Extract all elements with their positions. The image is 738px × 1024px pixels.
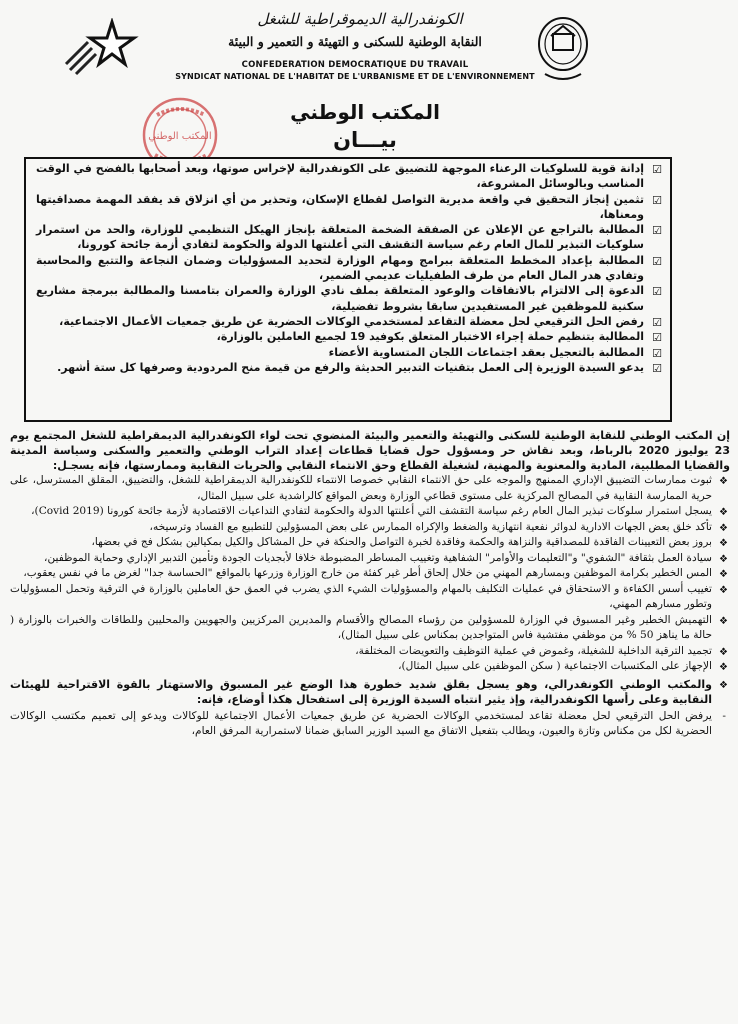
diamond-bullet-icon: ❖ bbox=[719, 662, 728, 673]
observation-item: ❖ تجميد الترقية الداخلية للشغيلة، وغموض في عملية التوظيف والتعويضات المختلفة، bbox=[10, 644, 730, 660]
box-item: ☑ رفض الحل الترقيعي لحل معضلة التقاعد لمستخدمي الوكالات الحضرية عن طريق جمعيات الأعمال الاجتماعية، bbox=[59, 314, 662, 329]
box-item: ☑ المطالبة بتنظيم حملة إجراء الاختبار المتعلق بكوفيد 19 لجميع العاملين بالوزارة، bbox=[216, 330, 662, 345]
stamp-text: المكتب الوطني bbox=[148, 131, 212, 142]
observation-item: ❖ تغييب أسس الكفاءة و الاستحقاق في عمليات التكليف بالمهام والمسؤوليات الشيء الذي يضرب في العمق حق العاملين بالوزارة في الترقية وتحمل المسؤوليات وتطور مسارهم المهني، bbox=[10, 582, 728, 610]
observation-item: ❖ تأكد خلق بعض الجهات الادارية لدوائر نفعية انتهازية والضغط والإكراه الممارس على بعض المسؤولين للتطبيع مع الفساد وترسيخه، bbox=[10, 520, 730, 536]
checkbox-bullet-icon: ☑ bbox=[652, 254, 662, 268]
diamond-bullet-icon: ❖ bbox=[719, 679, 728, 691]
box-item: ☑ المطالبة بإعداد المخطط المتعلقة ببرامج ومهام الوزارة لتحديد المسؤوليات وضمان النجاعة والتتبع والمحاسبة وتفادي هدر المال العام من طرف الطفيليات عديمي الضمير، bbox=[36, 253, 662, 283]
observation-item: ❖ سيادة العمل بثقافة "الشفوي" و"التعليمات والأوامر" الشفاهية وتغييب المساطر المضبوطة خلافا لأبجديات الجودة وتأمين التدبير الإداري وحماية الموظفين، bbox=[10, 551, 730, 567]
checkbox-bullet-icon: ☑ bbox=[652, 346, 662, 360]
header-french-confederation: CONFEDERATION DEMOCRATIQUE DU TRAVAIL bbox=[241, 60, 469, 70]
diamond-bullet-icon: ❖ bbox=[719, 553, 728, 565]
checkbox-bullet-icon: ☑ bbox=[652, 361, 662, 375]
observation-item: ❖ يسجل استمرار سلوكات تبذير المال العام رغم سياسة التقشف التي أعلنتها الدولة والحكومة لتفادي التداعيات الاقتصادية لأزمة جائحة كورونا (Covid 2019)، bbox=[10, 504, 730, 520]
intro-paragraph: إن المكتب الوطني للنقابة الوطنية للسكنى والتهيئة والتعمير والبيئة المنضوي تحت لواء الكونفدرالية الديمقراطية للشغل المجتمع يوم 23 يوليوز 2020 بالرباط، وبعد نقاش حر ومسؤول حول قضايا قطاعات إعداد التراب الوطني والتعمير والسكنى وسياسة المدينة والقضايا المطلبية، المادية والمعنوية والمهنية، لشغيلة القطاع وحق الانتماء النقابي والحريات النقابية وممارستها، فإنه يسجـل: bbox=[10, 429, 730, 472]
diamond-bullet-icon: ❖ bbox=[719, 522, 728, 534]
box-item: ☑ المطالبة بالتراجع عن الإعلان عن الصفقة الضخمة المتعلقة بإنجاز الهيكل التنظيمي للوزارة، والحد من استمرار سلوكيات التبذير للمال العام رغم سياسة التقشف التي أعلنتها الدولة والحكومة لتفادي أزمة جائحة كورونا، bbox=[36, 223, 662, 252]
header-arabic-confederation: الكونفدرالية الديموقراطية للشغل bbox=[257, 10, 463, 28]
header-arabic-union: النقابة الوطنية للسكنى و التهيئة و التعمير و البيئة bbox=[228, 34, 482, 49]
observation-item: ❖ المس الخطير بكرامة الموظفين وبمسارهم المهني من خلال إلحاق أطر غير كفئة من خارج الوزارة وزرعها بالمواقع "الحساسة جدا" لغرض ما في نفس يعقوب، bbox=[10, 566, 730, 582]
conclusion-paragraph: ❖ والمكتب الوطني الكونفدرالي، وهو يسجل بقلق شديد خطورة هذا الوضع غير المسبوق والاستهتار بالقوة الاقتراحية للهيئات النقابية وعلى رأسها الكونفدرالية، وإذ يثير انتباه السيدة الوزيرة إلى استفحال هكذا أوضاع، فإنه: bbox=[10, 677, 728, 706]
diamond-bullet-icon: ❖ bbox=[719, 584, 728, 596]
cdt-star-logo-icon bbox=[62, 18, 142, 78]
diamond-bullet-icon: ❖ bbox=[719, 615, 728, 627]
box-item: ☑ تثمين إنجاز التحقيق في واقعة مديرية التواصل لقطاع الإسكان، وتحذير من أي انزلاق قد يفقد المهمة مصداقيتها ومعناها، bbox=[36, 192, 662, 221]
observation-item: ❖ الإجهاز على المكتسبات الاجتماعية ( سكن الموظفين على سبيل المثال)، bbox=[10, 659, 730, 675]
checkbox-bullet-icon: ☑ bbox=[652, 331, 662, 345]
observation-item: ❖ التهميش الخطير وغير المسبوق في الوزارة للمسؤولين من رؤساء المصالح والأقسام والمديرين المركزيين والجهويين والمحليين وللطاقات والخبرات بالوزارة ( حالة ما يناهز 50 % من موظفي مفتشية فاس المتواجدين بمكناس على سبيل المثال)، bbox=[10, 613, 728, 641]
box-item: ☑ المطالبة بالتعجيل بعقد اجتماعات اللجان المتساوية الأعضاء bbox=[328, 345, 662, 360]
header-french-union: SYNDICAT NATIONAL DE L'HABITAT DE L'URBANISME ET DE L'ENVIRONNEMENT bbox=[175, 72, 535, 81]
checkbox-bullet-icon: ☑ bbox=[652, 163, 662, 176]
box-item: ☑ الدعوة إلى الالتزام بالاتفاقات والوعود المتعلقة بملف نادي الوزارة والعمران بتامسنا والمطالبة ببرمجة مشاريع سكنية للموظفين غير المستفيدين سابقا بشروط تفضيلية، bbox=[36, 284, 662, 313]
document-title: المكتب الوطني bbox=[290, 100, 440, 124]
final-item: - يرفض الحل الترقيعي لحل معضلة تقاعد لمستخدمي الوكالات الحضرية عن طريق جمعيات الأعمال الاجتماعية للوكالات ويدعو إلى تعميم مكتسب الوكالات الحضرية لكل من مكناس وتازة والعيون، ويطالب بتفعيل الاتفاق مع السيد الوزير السابق ضمانا لاستمرارية المرفق العام، bbox=[10, 709, 726, 737]
checkbox-bullet-icon: ☑ bbox=[652, 193, 662, 207]
box-item: ☑ يدعو السيدة الوزيرة إلى العمل بتقنيات التدبير الحديثة والرفع من قيمة منح المردودية وصرفها كل ستة أشهر. bbox=[57, 360, 662, 375]
diamond-bullet-icon: ❖ bbox=[719, 569, 728, 580]
checkbox-bullet-icon: ☑ bbox=[652, 315, 662, 329]
checkbox-bullet-icon: ☑ bbox=[652, 285, 662, 299]
observation-item: ❖ ثبوت ممارسات التضييق الإداري الممنهج والموجه على حق الانتماء النقابي خصوصا الانتماء للكونفدرالية الديمقراطية للشغل، والتضييق، المقلق المسترسل، على حرية الممارسة النقابية في المصالح المركزية على مستوى قطاعي الوزارة وبعض المواقع كالراشدية على سبيل المثال، bbox=[10, 474, 728, 502]
letterhead bbox=[0, 0, 738, 100]
diamond-bullet-icon: ❖ bbox=[719, 646, 728, 658]
checkbox-bullet-icon: ☑ bbox=[652, 224, 662, 238]
box-item: ☑ إدانة قوية للسلوكيات الرعناء الموجهة للتضييق على الكونفدرالية لإخراس صوتها، وبعد أصحابها بالفضح في الوقت المناسب وبالوسائل المشروعة، bbox=[36, 162, 662, 191]
dash-bullet-icon: - bbox=[722, 709, 726, 722]
demands-box bbox=[24, 157, 672, 422]
diamond-bullet-icon: ❖ bbox=[719, 476, 728, 487]
diamond-bullet-icon: ❖ bbox=[719, 507, 728, 518]
observation-item: ❖ بروز بعض التعيينات الفاقدة للمصداقية والنزاهة والحكمة وفاقدة لخبرة التواصل والحنكة في حل المشاكل والكيل بمكيالين بشكل فج في بعضها، bbox=[10, 535, 730, 551]
diamond-bullet-icon: ❖ bbox=[719, 538, 728, 549]
statement-body bbox=[10, 428, 730, 740]
document-subtitle: بيـــان bbox=[333, 128, 397, 152]
